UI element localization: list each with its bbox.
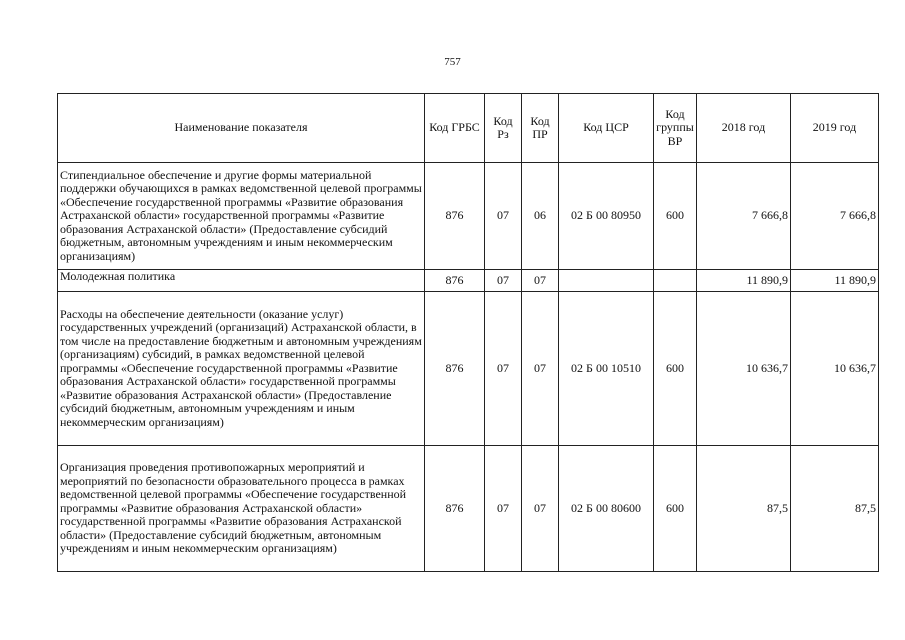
- row-2019: 87,5: [791, 446, 879, 572]
- row-name: Организация проведения противопожарных мероприятий и мероприятий по безопасности образовательного процесса в рамках ведомственной целевой программы «Обеспечение государственной программы «Развитие образования Астраханской области» государственной программы «Развитие образования Астраханской области» (Предоставление субсидий бюджетным, автономным учреждениям и иным некоммерческим организациям): [58, 446, 425, 572]
- row-grbs: 876: [425, 292, 485, 446]
- header-vr: Код группы ВР: [654, 94, 697, 163]
- header-pr: Код ПР: [522, 94, 559, 163]
- row-rz: 07: [485, 292, 522, 446]
- row-grbs: 876: [425, 270, 485, 292]
- header-grbs: Код ГРБС: [425, 94, 485, 163]
- row-2019: 7 666,8: [791, 163, 879, 270]
- row-2018: 10 636,7: [697, 292, 791, 446]
- row-2018: 87,5: [697, 446, 791, 572]
- row-csr: [559, 270, 654, 292]
- row-csr: 02 Б 00 80950: [559, 163, 654, 270]
- header-csr: Код ЦСР: [559, 94, 654, 163]
- header-2019: 2019 год: [791, 94, 879, 163]
- header-name: Наименование показателя: [58, 94, 425, 163]
- page-number: 757: [444, 56, 461, 68]
- row-rz: 07: [485, 270, 522, 292]
- row-vr: 600: [654, 163, 697, 270]
- row-vr: 600: [654, 446, 697, 572]
- row-name: Стипендиальное обеспечение и другие формы материальной поддержки обучающихся в рамках ведомственной целевой программы «Обеспечение государственной программы «Развитие образования Астраханской области» государственной программы «Развитие образования Астраханской области» (Предоставление субсидий бюджетным, автономным учреждениям и иным некоммерческим организациям): [58, 163, 425, 270]
- table-row: [58, 163, 879, 270]
- table-row: [58, 270, 879, 292]
- row-csr: 02 Б 00 80600: [559, 446, 654, 572]
- row-csr: 02 Б 00 10510: [559, 292, 654, 446]
- header-2018: 2018 год: [697, 94, 791, 163]
- row-pr: 07: [522, 446, 559, 572]
- row-2019: 11 890,9: [791, 270, 879, 292]
- row-pr: 07: [522, 270, 559, 292]
- row-pr: 06: [522, 163, 559, 270]
- row-vr: [654, 270, 697, 292]
- table-row: [58, 292, 879, 446]
- row-rz: 07: [485, 446, 522, 572]
- row-vr: 600: [654, 292, 697, 446]
- header-row: [58, 94, 879, 163]
- header-rz: Код Рз: [485, 94, 522, 163]
- row-grbs: 876: [425, 163, 485, 270]
- row-name: Молодежная политика: [58, 270, 425, 292]
- row-pr: 07: [522, 292, 559, 446]
- row-2018: 11 890,9: [697, 270, 791, 292]
- row-grbs: 876: [425, 446, 485, 572]
- row-2018: 7 666,8: [697, 163, 791, 270]
- budget-table: [57, 93, 879, 572]
- row-name: Расходы на обеспечение деятельности (оказание услуг) государственных учреждений (организаций) Астраханской области, в том числе на предоставление бюджетным и автономным учреждениям (организациям) субсидий, в рамках ведомственной целевой программы «Обеспечение государственной программы «Развитие образования Астраханской области» государственной программы «Развитие образования Астраханской области» (Предоставление субсидий бюджетным, автономным учреждениям и иным некоммерческим организациям): [58, 292, 425, 446]
- table-row: [58, 446, 879, 572]
- row-rz: 07: [485, 163, 522, 270]
- row-2019: 10 636,7: [791, 292, 879, 446]
